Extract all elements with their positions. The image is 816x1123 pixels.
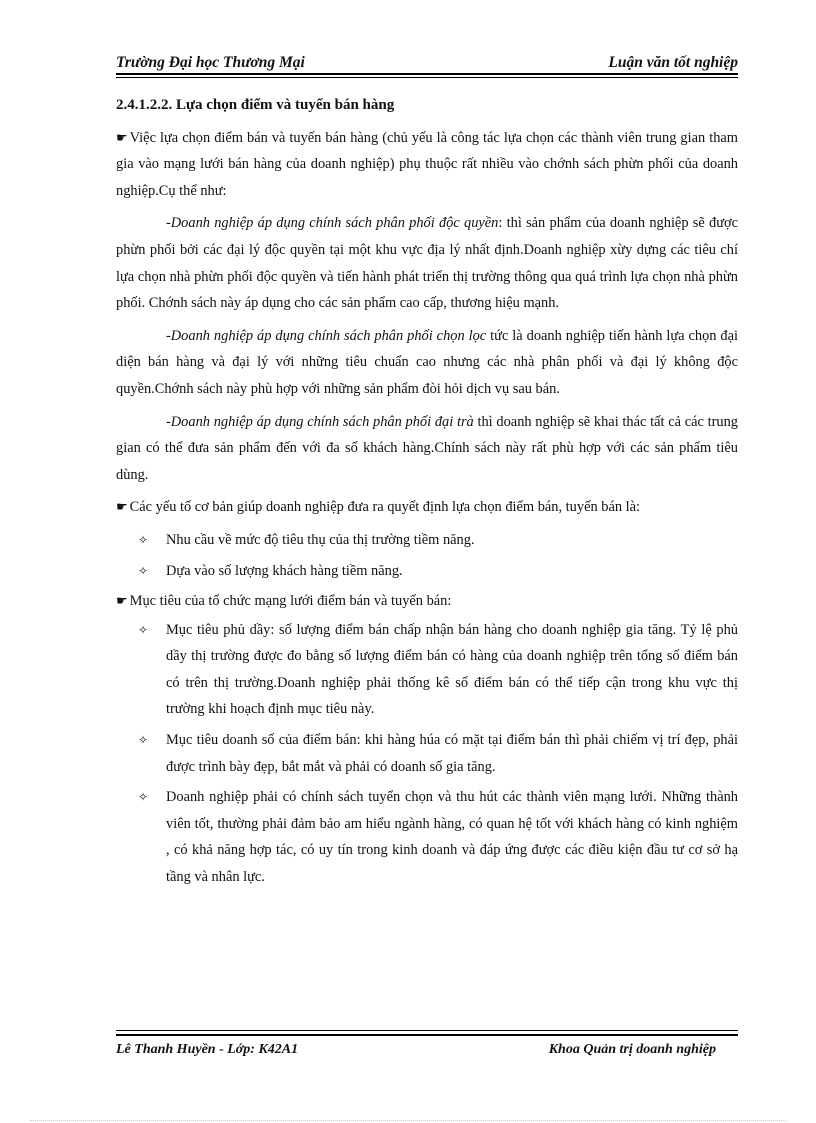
intro-paragraph [116, 125, 738, 205]
footer-rule [116, 1034, 738, 1036]
goals-intro [116, 588, 738, 615]
footer-rule-thin [116, 1030, 738, 1031]
factors-list [116, 527, 738, 584]
list-item: ✧ Nhu cầu về mức độ tiêu thụ của thị trường tiềm năng. [116, 527, 738, 554]
header-school: Trường Đại học Thương Mại [116, 54, 305, 71]
four-point-star-icon: ✧ [138, 790, 149, 805]
header-rule-thin [116, 77, 738, 78]
policy-lead: -Doanh nghiệp áp dụng chính sách phân phối độc quyền [166, 215, 499, 232]
policy-paragraph [116, 210, 738, 316]
page-footer [116, 1040, 716, 1060]
factors-intro [116, 494, 738, 521]
pointing-hand-icon: ☛ [116, 593, 128, 609]
intro-text: Việc lựa chọn điểm bán và tuyến bán hàng (chủ yếu là công tác lựa chọn các thành viên trung gian tham gia vào mạng lưới bán hàng của doanh nghiệp) phụ thuộc rất nhiều vào chớnh sách phừn phối của doanh nghiệp.Cụ thể như: [116, 129, 738, 199]
policy-lead: -Doanh nghiệp áp dụng chính sách phân phối chọn lọc [166, 327, 487, 344]
page-edge-divider [30, 1120, 786, 1121]
four-point-star-icon: ✧ [138, 532, 149, 547]
factors-intro-text: Các yếu tố cơ bản giúp doanh nghiệp đưa ra quyết định lựa chọn điểm bán, tuyến bán là: [129, 499, 641, 516]
page-body [116, 92, 738, 895]
header-rule [116, 73, 738, 75]
four-point-star-icon: ✧ [138, 733, 149, 748]
policy-text: : thì sản phẩm của doanh nghiệp sẽ được phừn phối bởi các đại lý độc quyền tại một khu vực địa lý nhất định.Doanh nghiệp xừy dựng các tiêu chí lựa chọn nhà phừn phối độc quyền và tiến hành phát triển thị trường thông qua quá trình lựa chọn nhà phừn phối. Chớnh sách này áp dụng cho các sản phẩm cao cấp, thương hiệu mạnh. [116, 215, 738, 312]
header-doc-type: Luận văn tốt nghiệp [608, 54, 738, 71]
policy-text: thì doanh nghiệp sẽ khai thác tất cả các trung gian có thể đưa sản phẩm đến với đa số khách hàng.Chính sách này rất phù hợp với các sản phẩm tiêu dùng. [116, 413, 738, 483]
policy-paragraph [116, 323, 738, 403]
goals-list [116, 617, 738, 891]
footer-faculty: Khoa Quản trị doanh nghiệp [548, 1042, 716, 1057]
section-heading: 2.4.1.2.2. Lựa chọn điểm và tuyến bán hàng [116, 97, 395, 113]
footer-author: Lê Thanh Huyền - Lớp: K42A1 [116, 1042, 299, 1057]
goals-intro-text: Mục tiêu của tổ chức mạng lưới điểm bán và tuyến bán: [129, 593, 452, 610]
four-point-star-icon: ✧ [138, 563, 149, 578]
list-item: ✧ Mục tiêu phủ dầy: số lượng điểm bán chấp nhận bán hàng cho doanh nghiệp gia tăng. Tỷ lệ phủ dầy thị trường được đo bằng số lượng điểm bán có hàng của doanh nghiệp trên tổng số điểm bán có trên thị trường.Doanh nghiệp phải thống kê số điểm bán có thể tiếp cận trong khu vực thị trường khi hoạch định mục tiêu này. [116, 617, 738, 723]
policy-lead: -Doanh nghiệp áp dụng chính sách phân phối đại trà [166, 413, 474, 430]
list-item: ✧ Doanh nghiệp phải có chính sách tuyển chọn và thu hút các thành viên mạng lưới. Những thành viên tốt, thường phải đảm bảo am hiểu ngành hàng, có quan hệ tốt với khách hàng có kinh nghiệm , có khả năng hợp tác, có uy tín trong kinh doanh và đáp ứng được các điều kiện đầu tư cơ sở hạ tầng và nhân lực. [116, 784, 738, 890]
page-header [116, 48, 738, 72]
pointing-hand-icon: ☛ [116, 499, 128, 515]
list-item: ✧ Mục tiêu doanh số của điểm bán: khi hàng húa có mặt tại điểm bán thì phải chiếm vị trí đẹp, phải được trình bày đẹp, bắt mắt và phải có doanh số gia tăng. [116, 727, 738, 780]
list-item: ✧ Dựa vào số lượng khách hàng tiềm năng. [116, 558, 738, 585]
four-point-star-icon: ✧ [138, 622, 149, 637]
pointing-hand-icon: ☛ [116, 129, 128, 145]
policy-paragraph [116, 409, 738, 489]
policy-text: tức là doanh nghiệp tiến hành lựa chọn đại diện bán hàng và đại lý với những tiêu chuẩn cao nhưng các nhà phân phối và đại lý không độc quyền.Chớnh sách này phù hợp với những sản phẩm đòi hỏi dịch vụ sau bán. [116, 327, 738, 397]
